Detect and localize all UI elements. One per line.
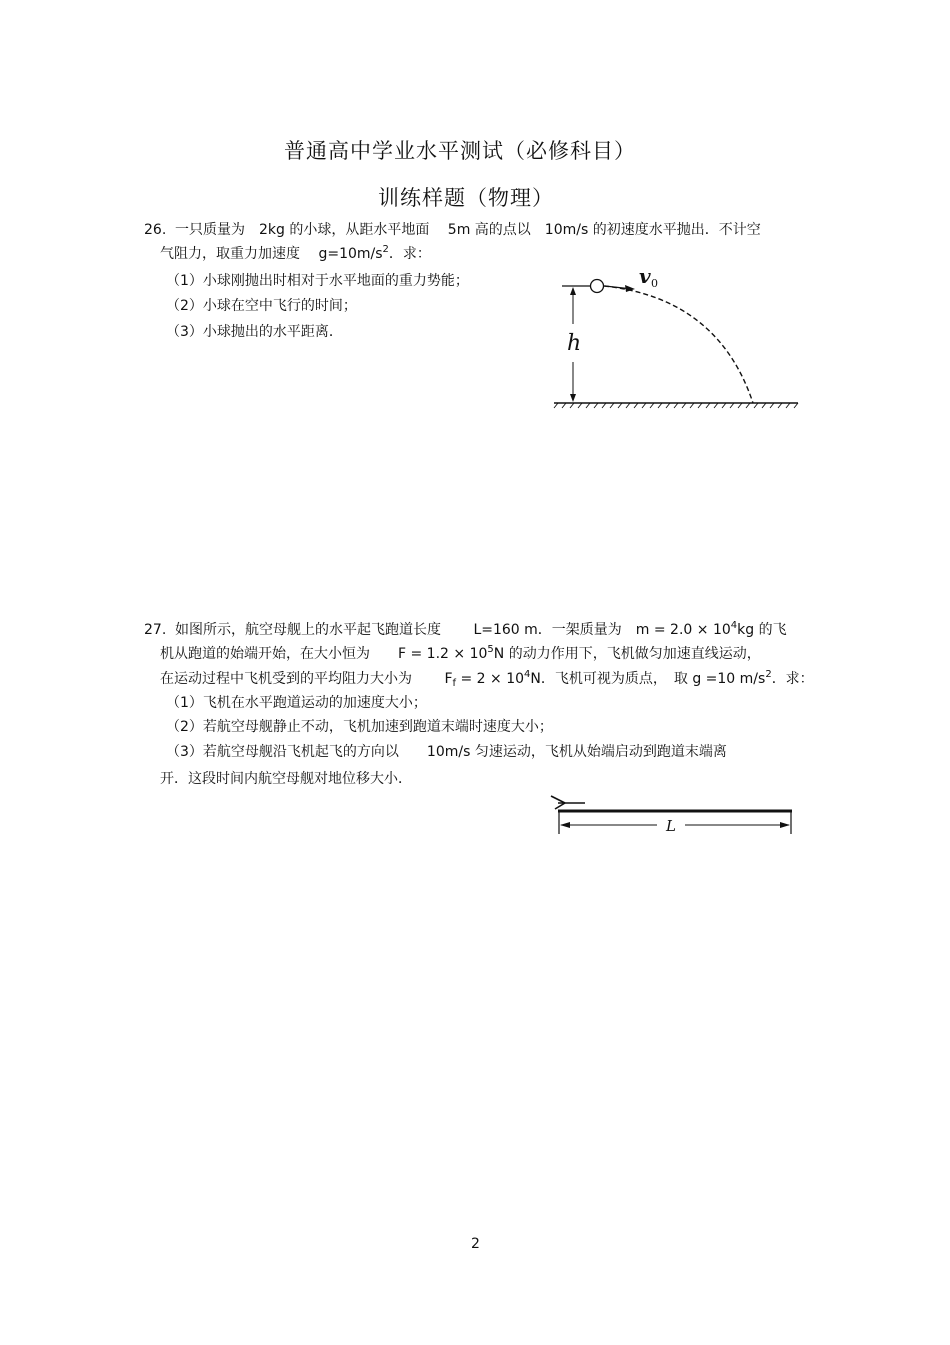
q26-item-1: （1）小球刚抛出时相对于水平地面的重力势能；	[166, 273, 469, 289]
q27-line3-end: ．求：	[771, 671, 814, 687]
q27-line3-text: 在运动过程中飞机受到的平均阻力大小为 F	[160, 671, 453, 687]
q26-line2-end: ．求：	[388, 246, 431, 262]
q27-line2-end: N 的动力作用下，飞机做匀加速直线运动，	[493, 646, 761, 662]
height-arrowhead-down	[570, 394, 576, 402]
page-title: 普通高中学业水平测试（必修科目）	[284, 139, 636, 163]
q27-line1-text: 如图所示，航空母舰上的水平起飞跑道长度 L=160 m．一架质量为 m = 2.0 × 10	[175, 622, 731, 638]
q27-line1-end: kg 的飞	[737, 622, 787, 638]
q27-line1-sup: 4	[730, 620, 738, 631]
q27-line3-sub: f	[452, 678, 457, 689]
q26-line2-text: 气阻力，取重力加速度 g=10m/s	[160, 246, 383, 262]
q27-line3	[160, 670, 814, 688]
q27-item-2: （2）若航空母舰静止不动，飞机加速到跑道末端时速度大小；	[166, 719, 553, 735]
page-subtitle: 训练样题（物理）	[378, 186, 554, 210]
trajectory-curve	[604, 286, 753, 403]
airplane-icon	[551, 796, 585, 809]
q27-line3-g: N．飞机可视为质点， 取 g =10 m/s	[530, 671, 766, 687]
q27-line3-mid: = 2 × 10	[456, 671, 525, 687]
length-label: L	[666, 817, 676, 835]
length-arrowhead-right	[780, 822, 790, 828]
q26-line1: 一只质量为 2kg 的小球，从距水平地面 5m 高的点以 10m/s 的初速度水平抛出．不计空	[175, 222, 761, 238]
q27-line3-sup2: 2	[765, 669, 772, 680]
q26-number: 26.	[144, 222, 167, 238]
q26-item-2: （2）小球在空中飞行的时间；	[166, 298, 357, 314]
velocity-subscript: 0	[651, 277, 658, 290]
length-arrowhead-left	[560, 822, 570, 828]
q26-item-3: （3）小球抛出的水平距离．	[166, 324, 343, 340]
q26-line2	[160, 245, 431, 263]
page-number: 2	[471, 1236, 480, 1252]
q27-item-3: （3）若航空母舰沿飞机起飞的方向以 10m/s 匀速运动，飞机从始端启动到跑道末端离	[166, 744, 727, 760]
ball-icon	[591, 280, 604, 293]
q27-line2-sup: 5	[487, 644, 494, 655]
q27-line1	[175, 621, 787, 639]
q27-line2	[160, 645, 761, 663]
q27-number: 27.	[144, 622, 167, 638]
projectile-diagram	[550, 262, 802, 412]
velocity-arrowhead	[625, 285, 635, 292]
q27-item-1: （1）飞机在水平跑道运动的加速度大小；	[166, 695, 427, 711]
height-arrowhead-up	[570, 287, 576, 295]
q27-item-3-continued: 开．这段时间内航空母舰对地位移大小．	[160, 771, 412, 787]
q26-line2-sup: 2	[382, 244, 389, 255]
height-label: h	[567, 331, 582, 356]
runway-diagram	[545, 792, 797, 838]
q27-line3-sup: 4	[524, 669, 531, 680]
velocity-label: v	[639, 264, 651, 288]
q27-line2-text: 机从跑道的始端开始，在大小恒为 F = 1.2 × 10	[160, 646, 488, 662]
